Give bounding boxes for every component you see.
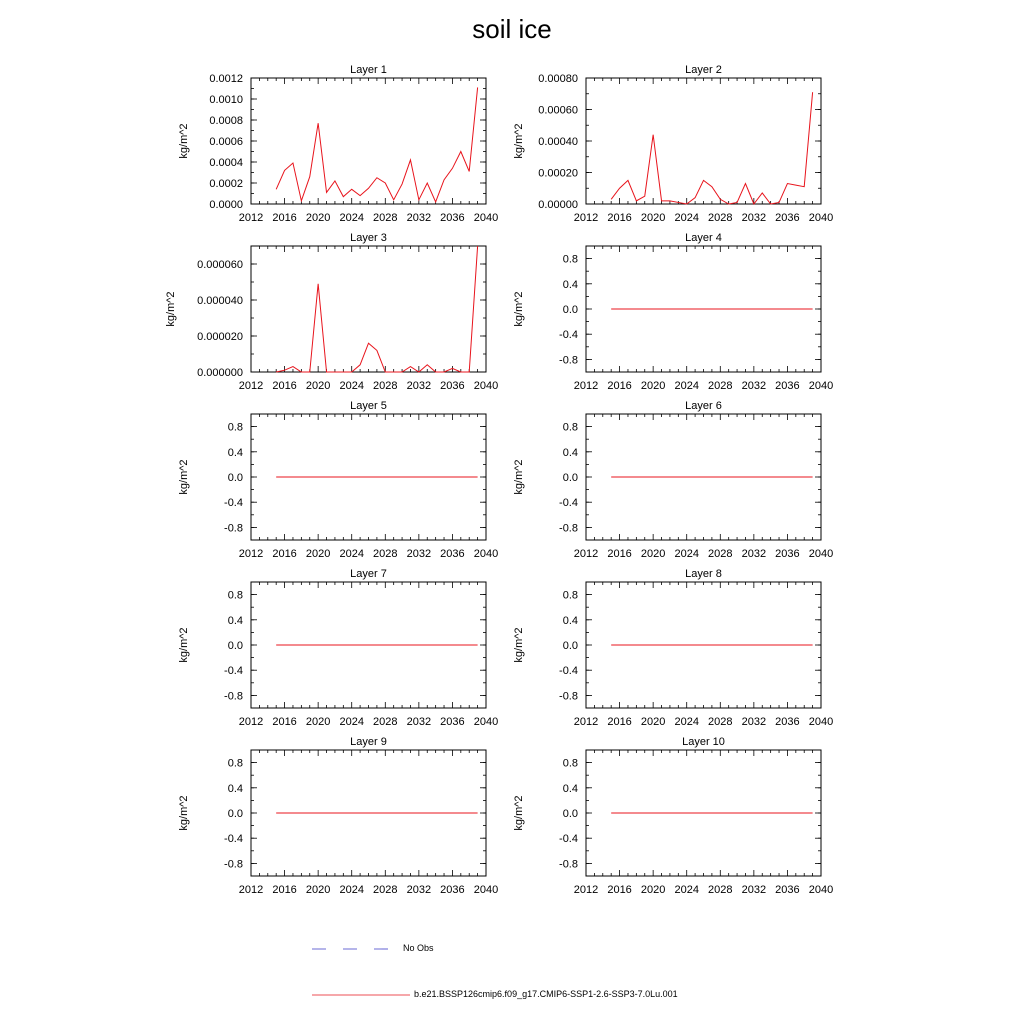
x-tick-label: 2040 — [473, 884, 499, 896]
x-tick-label: 2032 — [741, 884, 767, 896]
x-tick-label: 2012 — [238, 380, 264, 392]
x-tick-label: 2036 — [775, 380, 800, 392]
x-tick-label: 2040 — [473, 380, 499, 392]
x-tick-label: 2032 — [406, 884, 432, 896]
y-tick-label: 0.4 — [227, 614, 243, 627]
x-tick-label: 2012 — [573, 380, 599, 392]
x-tick-label: 2036 — [440, 212, 465, 224]
x-tick-label: 2032 — [406, 716, 432, 728]
panel-title: Layer 4 — [685, 232, 722, 244]
y-tick-label: 0.0 — [227, 472, 243, 484]
y-tick-label: 0.0002 — [209, 178, 243, 190]
y-tick-label: 0.000060 — [197, 259, 243, 271]
y-tick-label: 0.8 — [562, 421, 578, 434]
y-tick-label: 0.000000 — [197, 367, 243, 379]
y-axis-label: kg/m^2 — [513, 627, 525, 663]
y-tick-label: -0.8 — [559, 690, 578, 703]
y-tick-label: 0.0 — [227, 808, 243, 820]
panel-title: Layer 8 — [685, 568, 722, 580]
series-line-1 — [276, 87, 477, 201]
x-tick-label: 2040 — [473, 716, 499, 728]
x-tick-label: 2032 — [406, 212, 432, 224]
y-axis-label: kg/m^2 — [178, 627, 190, 663]
x-tick-label: 2028 — [373, 548, 398, 560]
y-tick-label: 0.8 — [562, 757, 578, 770]
x-tick-label: 2040 — [808, 380, 834, 392]
y-tick-label: 0.00020 — [538, 167, 578, 180]
panel-title: Layer 7 — [350, 568, 387, 580]
x-tick-label: 2036 — [775, 884, 800, 896]
x-tick-label: 2036 — [440, 716, 465, 728]
panel-title: Layer 3 — [350, 232, 387, 244]
x-tick-label: 2024 — [674, 212, 699, 224]
x-tick-label: 2024 — [674, 548, 699, 560]
y-tick-label: 0.8 — [227, 757, 243, 770]
x-tick-label: 2040 — [808, 548, 834, 560]
panel-layer-2 — [513, 64, 833, 224]
y-tick-label: 0.4 — [227, 782, 243, 795]
y-tick-label: 0.8 — [562, 589, 578, 602]
x-tick-label: 2040 — [808, 212, 834, 224]
legend-model-label: b.e21.BSSP126cmip6.f09_g17.CMIP6-SSP1-2.6-SSP3-7.0Lu.001 — [414, 989, 678, 999]
panel-title: Layer 2 — [685, 64, 722, 76]
x-tick-label: 2016 — [607, 716, 632, 728]
y-tick-label: -0.4 — [224, 833, 243, 846]
y-axis-label: kg/m^2 — [513, 795, 525, 831]
y-tick-label: -0.4 — [559, 329, 578, 342]
x-tick-label: 2028 — [373, 212, 398, 224]
x-tick-label: 2012 — [573, 884, 599, 896]
y-tick-label: -0.4 — [559, 833, 578, 846]
x-tick-label: 2028 — [708, 884, 733, 896]
y-tick-label: -0.4 — [224, 665, 243, 678]
x-tick-label: 2016 — [607, 212, 632, 224]
y-tick-label: -0.8 — [559, 858, 578, 871]
y-axis-label: kg/m^2 — [513, 291, 525, 327]
x-tick-label: 2012 — [573, 212, 599, 224]
x-tick-label: 2032 — [741, 212, 767, 224]
y-tick-label: 0.4 — [562, 614, 578, 627]
x-tick-label: 2040 — [473, 212, 499, 224]
panel-layer-6 — [513, 400, 833, 560]
y-tick-label: 0.4 — [227, 446, 243, 459]
x-tick-label: 2012 — [573, 548, 599, 560]
figure-title: soil ice — [472, 14, 552, 44]
x-tick-label: 2036 — [775, 716, 800, 728]
panel-layer-7 — [178, 568, 498, 728]
x-tick-label: 2028 — [373, 884, 398, 896]
x-tick-label: 2032 — [406, 380, 432, 392]
x-tick-label: 2028 — [373, 380, 398, 392]
panel-layer-4 — [513, 232, 833, 392]
x-tick-label: 2036 — [775, 548, 800, 560]
y-tick-label: 0.0006 — [209, 136, 243, 148]
x-tick-label: 2024 — [674, 380, 699, 392]
x-tick-label: 2036 — [440, 884, 465, 896]
series-line-1 — [611, 92, 812, 204]
y-axis-label: kg/m^2 — [165, 291, 177, 327]
x-tick-label: 2028 — [708, 548, 733, 560]
x-tick-label: 2012 — [238, 884, 264, 896]
y-tick-label: -0.8 — [224, 522, 243, 535]
panel-layer-9 — [178, 736, 498, 896]
y-tick-label: 0.0 — [562, 808, 578, 820]
x-tick-label: 2024 — [674, 884, 699, 896]
x-tick-label: 2036 — [440, 380, 465, 392]
y-tick-label: -0.4 — [559, 497, 578, 510]
y-tick-label: 0.000040 — [197, 295, 243, 307]
y-axis-label: kg/m^2 — [513, 459, 525, 495]
y-tick-label: 0.0004 — [209, 157, 243, 169]
panel-title: Layer 6 — [685, 400, 722, 412]
x-tick-label: 2036 — [440, 548, 465, 560]
x-tick-label: 2028 — [373, 716, 398, 728]
x-tick-label: 2012 — [238, 716, 264, 728]
x-tick-label: 2012 — [238, 212, 264, 224]
x-tick-label: 2040 — [808, 716, 834, 728]
y-axis-label: kg/m^2 — [178, 795, 190, 831]
y-tick-label: 0.4 — [562, 446, 578, 459]
x-tick-label: 2020 — [640, 380, 666, 392]
panel-layer-8 — [513, 568, 833, 728]
x-tick-label: 2028 — [708, 380, 733, 392]
x-tick-label: 2020 — [305, 212, 331, 224]
x-tick-label: 2028 — [708, 716, 733, 728]
y-tick-label: 0.8 — [227, 421, 243, 434]
y-axis-label: kg/m^2 — [178, 459, 190, 495]
x-tick-label: 2032 — [406, 548, 432, 560]
y-tick-label: -0.4 — [224, 497, 243, 510]
x-tick-label: 2016 — [272, 716, 297, 728]
x-tick-label: 2020 — [640, 716, 666, 728]
x-tick-label: 2020 — [640, 212, 666, 224]
x-tick-label: 2016 — [272, 884, 297, 896]
y-tick-label: 0.8 — [562, 253, 578, 266]
y-tick-label: 0.00060 — [538, 104, 578, 117]
y-tick-label: 0.00080 — [538, 73, 578, 85]
y-tick-label: 0.0 — [562, 472, 578, 484]
x-tick-label: 2012 — [573, 716, 599, 728]
panel-layer-5 — [178, 400, 498, 560]
x-tick-label: 2040 — [473, 548, 499, 560]
panel-title: Layer 9 — [350, 736, 387, 748]
panel-title: Layer 1 — [350, 64, 387, 76]
plot-frame — [586, 78, 821, 204]
y-tick-label: -0.8 — [224, 690, 243, 703]
y-tick-label: 0.0010 — [209, 94, 243, 106]
panel-title: Layer 5 — [350, 400, 387, 412]
x-tick-label: 2020 — [305, 884, 331, 896]
x-tick-label: 2024 — [674, 716, 699, 728]
y-tick-label: 0.0 — [227, 640, 243, 652]
x-tick-label: 2020 — [305, 548, 331, 560]
x-tick-label: 2024 — [339, 548, 364, 560]
x-tick-label: 2016 — [607, 884, 632, 896]
x-tick-label: 2040 — [808, 884, 834, 896]
y-tick-label: 0.00040 — [538, 136, 578, 148]
x-tick-label: 2020 — [640, 884, 666, 896]
x-tick-label: 2020 — [640, 548, 666, 560]
panel-layer-1 — [178, 64, 498, 224]
plot-frame — [251, 78, 486, 204]
y-tick-label: 0.8 — [227, 589, 243, 602]
y-tick-label: 0.4 — [562, 278, 578, 291]
x-tick-label: 2032 — [741, 548, 767, 560]
x-tick-label: 2024 — [339, 884, 364, 896]
y-tick-label: 0.0012 — [209, 73, 243, 85]
panel-title: Layer 10 — [682, 736, 725, 748]
y-tick-label: 0.0 — [562, 640, 578, 652]
x-tick-label: 2016 — [272, 380, 297, 392]
y-tick-label: -0.4 — [559, 665, 578, 678]
x-tick-label: 2032 — [741, 380, 767, 392]
y-tick-label: -0.8 — [559, 522, 578, 535]
x-tick-label: 2036 — [775, 212, 800, 224]
x-tick-label: 2024 — [339, 212, 364, 224]
y-tick-label: 0.00000 — [538, 199, 578, 211]
y-tick-label: -0.8 — [224, 858, 243, 871]
y-tick-label: 0.0008 — [209, 115, 243, 127]
plot-frame — [251, 246, 486, 372]
y-axis-label: kg/m^2 — [178, 123, 190, 159]
x-tick-label: 2016 — [607, 380, 632, 392]
x-tick-label: 2028 — [708, 212, 733, 224]
panel-layer-10 — [513, 736, 833, 896]
x-tick-label: 2016 — [272, 212, 297, 224]
x-tick-label: 2032 — [741, 716, 767, 728]
panel-layer-3 — [165, 232, 498, 392]
y-axis-label: kg/m^2 — [513, 123, 525, 159]
x-tick-label: 2016 — [272, 548, 297, 560]
x-tick-label: 2020 — [305, 716, 331, 728]
x-tick-label: 2016 — [607, 548, 632, 560]
x-tick-label: 2012 — [238, 548, 264, 560]
x-tick-label: 2024 — [339, 380, 364, 392]
series-line-1 — [276, 246, 477, 372]
legend-no-obs-label: No Obs — [403, 943, 434, 953]
y-tick-label: 0.0000 — [209, 199, 243, 211]
y-tick-label: 0.0 — [562, 304, 578, 316]
x-tick-label: 2024 — [339, 716, 364, 728]
x-tick-label: 2020 — [305, 380, 331, 392]
y-tick-label: 0.4 — [562, 782, 578, 795]
y-tick-label: -0.8 — [559, 354, 578, 367]
y-tick-label: 0.000020 — [197, 331, 243, 343]
